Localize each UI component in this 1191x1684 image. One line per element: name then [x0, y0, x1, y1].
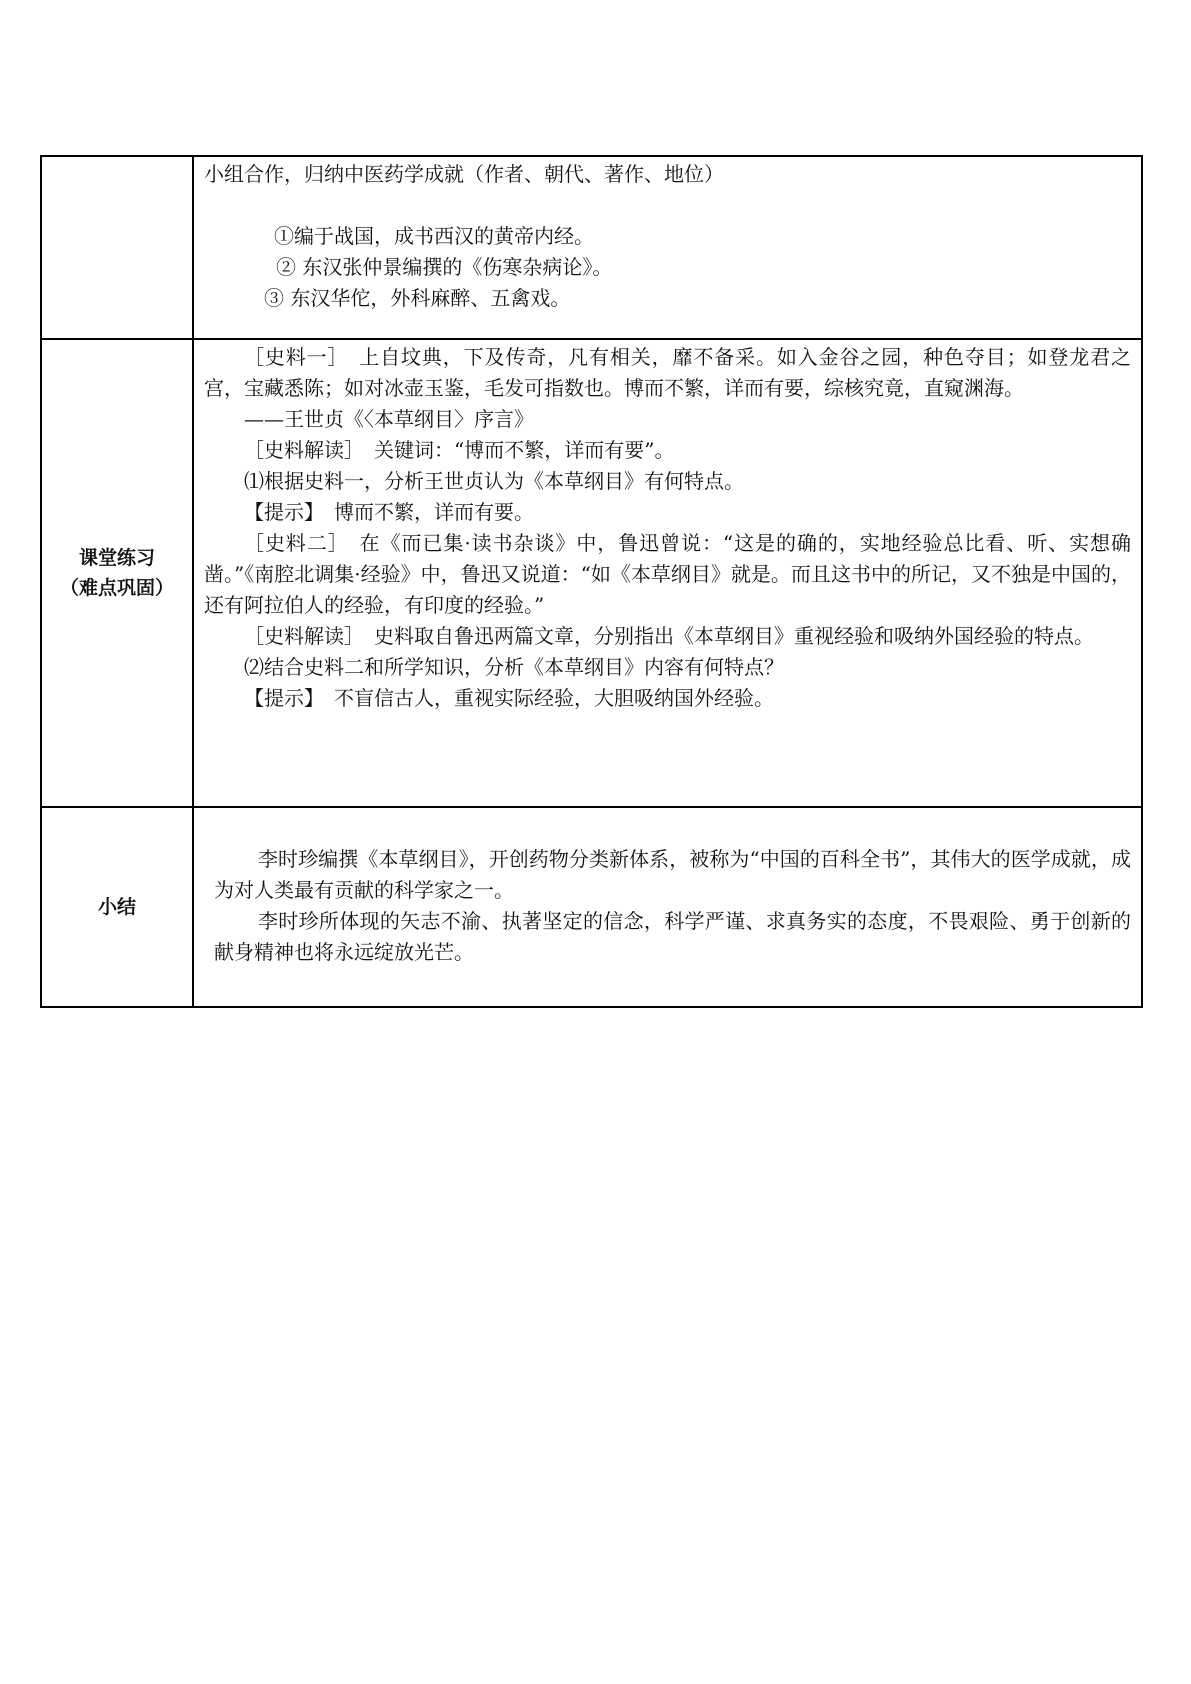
list-item: ② 东汉张仲景编撰的《伤寒杂病论》。 — [276, 255, 613, 279]
group-task-intro: 小组合作，归纳中医药学成就（作者、朝代、著作、地位） — [204, 162, 724, 186]
row-label-summary: 小结 — [41, 807, 193, 1007]
row-label-practice — [41, 339, 193, 807]
hint-one: 【提示】 博而不繁，详而有要。 — [244, 500, 534, 524]
content-cell-summary — [193, 807, 1142, 1007]
question-one: ⑴根据史料一，分析王世贞认为《本草纲目》有何特点。 — [244, 469, 744, 493]
content-cell-achievements — [193, 156, 1142, 339]
source-one-citation: ——王世贞《〈本草纲目〉序言》 — [244, 407, 534, 431]
hint-two: 【提示】 不盲信古人，重视实际经验，大胆吸纳国外经验。 — [244, 686, 774, 710]
row-label-line: （难点巩固） — [59, 577, 174, 599]
table-row-achievements — [41, 156, 1142, 339]
source-one-text: ［史料一］ 上自坟典，下及传奇，凡有相关，靡不备采。如入金谷之园，种色夺目；如登龙君之宫，宝藏悉陈；如对冰壶玉鉴，毛发可指数也。博而不繁，详而有要，综核究竟，直窥渊海。 — [204, 345, 1131, 400]
row-label-empty — [41, 156, 193, 339]
row-label-line: 课堂练习 — [78, 547, 155, 569]
content-cell-practice — [193, 339, 1142, 807]
list-item: ③ 东汉华佗，外科麻醉、五禽戏。 — [264, 286, 571, 310]
table-row-practice — [41, 339, 1142, 807]
list-item: ①编于战国，成书西汉的黄帝内经。 — [274, 224, 594, 248]
table-row-summary — [41, 807, 1142, 1007]
question-two: ⑵结合史料二和所学知识，分析《本草纲目》内容有何特点？ — [244, 655, 784, 679]
lesson-plan-table — [40, 155, 1143, 1008]
summary-paragraph: 李时珍所体现的矢志不渝、执著坚定的信念，科学严谨、求真务实的态度，不畏艰险、勇于创新的献身精神也将永远绽放光芒。 — [214, 909, 1131, 964]
source-two-text: ［史料二］ 在《而已集·读书杂谈》中，鲁迅曾说：“这是的确的，实地经验总比看、听、实想确凿。”《南腔北调集·经验》中，鲁迅又说道：“如《本草纲目》就是。而且这书中的所记，又不独是中国的，还有阿拉伯人的经验，有印度的经验。” — [204, 531, 1131, 617]
summary-paragraph: 李时珍编撰《本草纲目》，开创药物分类新体系，被称为“中国的百科全书”，其伟大的医学成就，成为对人类最有贡献的科学家之一。 — [214, 847, 1131, 902]
source-one-interpretation: ［史料解读］ 关键词：“博而不繁，详而有要”。 — [244, 438, 675, 462]
source-two-interpretation: ［史料解读］ 史料取自鲁迅两篇文章，分别指出《本草纲目》重视经验和吸纳外国经验的特点。 — [244, 624, 1094, 648]
